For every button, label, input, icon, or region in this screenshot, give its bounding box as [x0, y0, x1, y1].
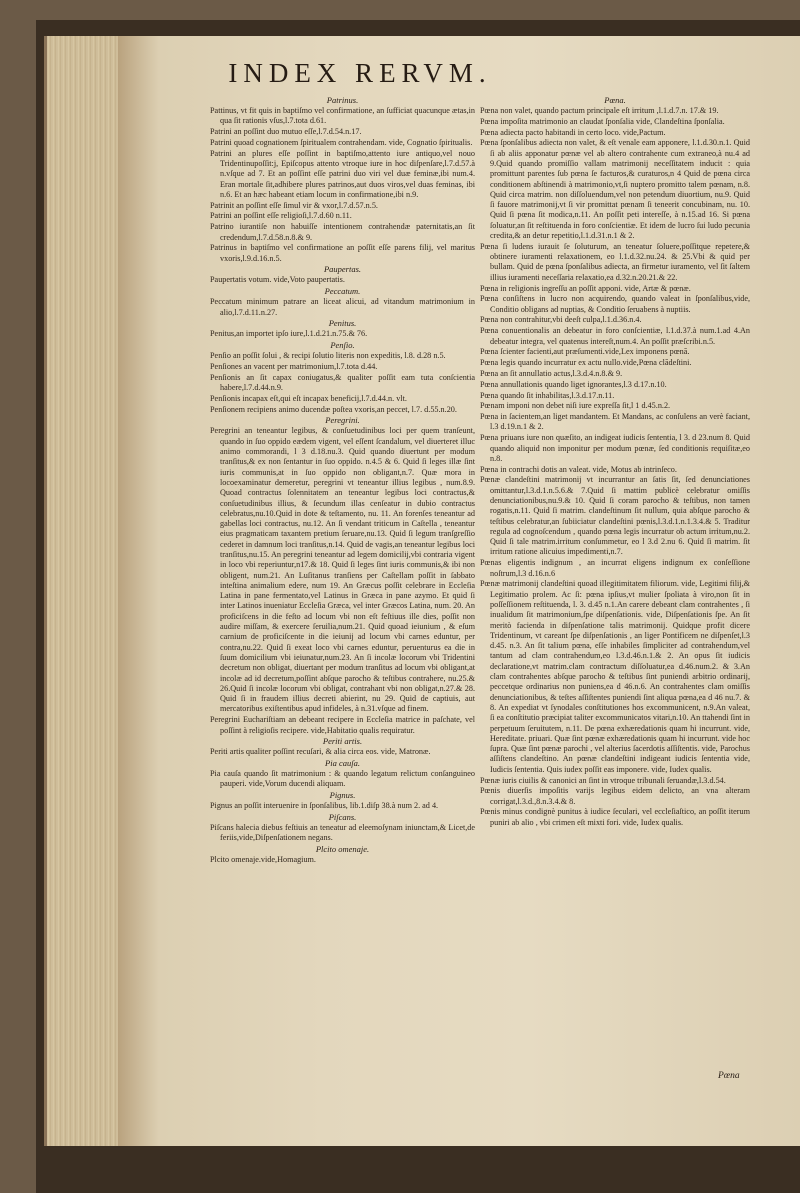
index-entry: Pœnam imponi non debet niſi iure expreſſa ſit,l 1 d.45.n.2. [480, 401, 671, 411]
index-entry: Pœna annullationis quando liget ignorantes,l.3 d.17.n.10. [480, 379, 667, 389]
index-entry: Pœna non valet, quando pactum principale eſt irritum ,l.1.d.7.n. 17.& 19. [480, 106, 719, 115]
index-entry: Peregrini Euchariſtiam an debeant recipere in Eccleſia matrice in paſchate, vel poſſint à religioſis recipere. vide,Habitatio qualis requiratur. [210, 715, 475, 735]
index-entry: Pœna quando ſit inhabilitas,l.3.d.17.n.11. [480, 390, 615, 400]
index-entry: Pignus an poſſit interuenire in ſponſalibus, lib.1.diſp 38.à num 2. ad 4. [210, 801, 439, 811]
section-heading: Pœna. [604, 95, 626, 105]
index-entry: Penſionem recipiens animo ducendæ poſtea vxoris,an peccet, l.7. d.55.n.20. [210, 404, 457, 414]
catchword: Pœna [718, 1071, 740, 1081]
index-entry: Pœnæ matrimonij clandeſtini quoad illegitimitatem filiorum. vide, Legitimi filij,& Legitimatio prolem. Ac ſi: pœna ipſius,vt mulier ſpoliata à viro,non ſit in poſſeſſionem reſtituenda, l. 3. d.45 n.1.An carere debeant clam contrahentes , ſi inualidum ſit matrimonium,ſpe diſpenſationis. vide, Diſpenſationis ſpe. An ſit meritò facienda in diſpenſatione talis matrimonij. Quidque profit dicere Tridentinum, vt careant ſpe diſpenſationis , an liger Pontificem ne diſpenſet,l.3 d.45. n.3. An ſit talium pœna, eſſe inhabiles ſimpliciter ad contrahendum,vel tantum ad clam contrahendum,eo l.3.d.46.n.1.& 2. An opus ſit iudicis declaratione,vt matrim.clam contractum diſſoluatur,ea d.46.num.2. & 3.An clam contrahentes abſque parocho & teſtibus ſint puniendi arbitrio ordinarij, peccetque ordinarius non puniens,ea d 46.n.6. An contrahentes clam omiſſis denunciationibus, & teſtes aſſiſtentes puniendi ſint aliqua pœna,ea d 46 nu.7. & 8. An expediat vt ſynodales conſtitutiones hos excommunicent, n.9.An valeat, ſi ea conſtitutio præcipiat taliter excommunicatos vitari,n.10. An ttahendi ſint in perpetuum ſeruitutem, n.11. De pœna exhæredationis quam hi incurrunt. vide, Hereditate. priuari. Quæ ſint pœnæ exhæredationis quam hi incurrunt. vide hoc ſupra. Quæ ſint pœnæ parochi , vel alterius ſacerdotis aſſiſtentis. vide, Parochus aſſiſtens clandeſtino. An pœnæ clandeſtini indigeant iudicis ſententia vide, Iudicis ſententia. Quis iudex poſſit eas imponere. vide, Iudex qualis. [480, 579, 750, 774]
index-entry: Penſio an poſſit ſolui , & recipi ſolutio literis non expeditis, l.8. d.28 n.5. [210, 351, 446, 361]
index-entry: Pœna an ſit annullatio actus,l.3.d.4.n.8.& 9. [480, 368, 623, 378]
index-entry: Pœnæ clandeſtini matrimonij vt incurrantur an ſatis ſit, ſed denunciationes omittantur,l.3.d.1.n.5.6.& 7.Quid ſi mattim publicè celebratur omiſſis denunciationibus,nu.9.& 10. Quid ſi coram parocho & teſtibus, non tamen rogatis,n.11. Quid ſi matrim. clandeſtinum ſit nullum, quia abſque parocho & teſtibus celebratur,an ſubiiciatur clandeſtini pœnis,l.3.d.1.n.1.3.4.& 5. Traditur regula ad cognoſcendum , quando pœna legis incurratur ob actum irritum,nu.2. Quid ſi tale matrim.irritum conſummetur, eo l 3.d 2.nu 6. Quid ſi matrim. ſit irritum ratione alicuius impedimenti,n.7. [480, 475, 750, 557]
section-heading: Penitus. [328, 318, 357, 329]
index-entry: Patrini an poſſint eſſe religioſi,l.7.d.60 n.11. [210, 211, 352, 221]
index-entry: Penſionis an ſit capax coniugatus,& qualiter poſſit eam tuta conſcientia habere,l.7.d.44.n.9. [210, 372, 475, 393]
section-heading: Paupertas. [323, 264, 362, 275]
index-entry: Pœna conuentionalis an debeatur in foro conſcientiæ, l.1.d.37.à num.1.ad 4.An debeatur integra, vel quatenus intereſt,num.4. An poſſit præſcribi.n.5. [480, 326, 750, 346]
index-entry: Pœna adiecta pacto habitandi in certo loco. vide,Pactum. [480, 127, 666, 137]
index-entry: Peccatum minimum patrare an liceat alicui, ad vitandum matrimonium in alio,l.7.d.11.n.27. [210, 297, 475, 317]
index-entry: Pœnas eligentis indignum , an incurrat eligens indignum ex conſeſſione noſtrum,l.3 d.16.n.6 [480, 558, 750, 578]
index-entry: Patrini quoad cognationem ſpiritualem contrahendam. vide, Cognatio ſpiritualis. [210, 137, 473, 147]
index-entry: Pœna legis quando incurratur ex actu nullo.vide,Pœna clādeſtini. [480, 358, 692, 368]
index-entry: Pœna conſiſtens in lucro non acquirendo, quando valeat in ſponſalibus,vide, Conditio obligans ad nuptias, & Conditio ſeruabens à nuptiis. [480, 294, 750, 314]
index-entry: Patrino iurantiſe non habuiſſe intentionem contrahendæ paternitatis,an ſit credendum,l.7.d.58.n.8.& 9. [210, 222, 475, 242]
section-heading: Penſio. [330, 340, 355, 351]
index-entry: Pœna in contrachi dotis an valeat. vide, Motus ab intrinſeco. [480, 464, 677, 474]
index-entry: Penſionis incapax eſt,qui eſt incapax beneficij,l.7.d.44.n. vlt. [210, 393, 407, 403]
index-entry: Pœna in religionis ingreſſu an poſſit apponi. vide, Artæ & pœnæ. [480, 283, 691, 293]
index-entry: Pia cauſa quando ſit matrimonium : & quando legatum relictum conſanguineo pauperi. vide,Vorum ducendi aliquam. [210, 769, 475, 789]
index-entry: Periti artis qualiter poſſint recuſari, & alia circa eos. vide, Matronæ. [210, 747, 431, 757]
index-entry: Piſcans haleciа diebus feſtiuis an teneatur ad eleemoſynam iniunctam,& Licet,de feriis,vide,Diſpenſationem negans. [210, 823, 475, 843]
index-entry: Patrinus in baptiſmo vel confirmatione an poſſit eſſe parens filij, vel maritus vxoris,l.9.d.16.n.5. [210, 243, 475, 263]
index-entry: Pœna ſponſalibus adiecta non valet, & eſt venale eam apponere, l.1.d.30.n.1. Quid ſi ab aliis apponatur pœnæ vel ab altero contrahente cum extraneo,à nu.4 ad 9.Quid quando promiſſio vallam matrimonij neceſſitatem inducit : quia promittunt parentes ſub pœna ſe facturos,& curaturos,n 4 Quid de pœna circa conditionem abſtinendi à matrimonio,vt,ſi nuptero promitto talem pœnam, n.8. Quid circa matrim. non diſſoluendum,vel non petendum diuortium, nu.9. Quid ſi fauore matrimonij,vt ſi vir promittat pœnam ſi teneerit concubinam, nu. 10. Quid ſi pœna ſit modica,n.11. An poſſit peti intereſſe, à n.15.ad 16. Si pœna ſoluatur,an ſit reſtituenda in foro conſcientiæ. Et idem de lucro ſui ludo pecunia credita,& an detur repetitio,l.1.d.31.n.1 & 2. [480, 138, 750, 241]
index-entry: Pœna non contrahitur,vbi deeſt culpa,l.1.d.36.n.4. [480, 315, 642, 325]
index-entry: Pœna in ſacientem,an liget mandantem. Et Mandans, ac conſulens an verè faciant, l.3 d.19.n.1 & 2. [480, 412, 750, 432]
section-heading: Peregrini. [325, 415, 360, 426]
index-entry: Penitus,an importet ipſo iure,l.1.d.21.n.75.& 76. [210, 329, 368, 339]
section-heading: Periti artis. [322, 736, 363, 747]
index-entry: Paupertatis votum. vide,Voto paupertatis. [210, 275, 345, 285]
index-entry: Pœnis minus condignè punitus à iudice ſeculari, vel eccleſiaſtico, an poſſit iterum puniri ab alio , vbi crimen eſt mixti fori. vide, Iudex qualis. [480, 807, 750, 827]
section-heading: Patrinus. [326, 95, 359, 105]
section-heading: Pignus. [329, 790, 356, 801]
index-entry: Pœnæ iuris ciuilis & canonici an ſint in vtroque tribunali ſeruandæ,l.3.d.54. [480, 775, 726, 785]
index-entry: Peregrini an teneantur legibus, & conſuetudinibus loci per quem tranſeunt, quando in ſuo oppido eædem vigent, vel eſſent ſcandalum, vel diuerteret illuc animo commorandi, l 3 d.18.nu.3. Quid quando diuertunt per modum tranſitus,& ex non ſentantur in ſuo oppido. n.4.5 & 6. Quid ſi leges illæ ſint iuris communis,at in ſuo oppido non obligant,n.7. Quæ mora in locoexaminatur demeretur, peregrini vt teneantur illius legibus , num.8.9. Quoad contractus ſolennitatem an teneantur legibus loci contractus,& conſuetudinibus illius, & ſecundum illas cenſeatur in dubio contractus celebratus,nu.10.Quid in dote & teſtamento, nu. 11. An forenſes teneantur ad gabellas loci contractus, nu.12. An ſi vendant triticum in Caſtella , teneantur eius pragmaticam taxantem pretium ſeruare,nu.13. Quid ſi legum tranſgreſſio cederet in damnum loci tranſitus,n.14. Quid de vagis,an teneantur legibus loci tranſitus,nu.15. An peregrini teneantur ad legem domicilij,vbi contraria vigent in loco vbi reperiuntur,n17.& 18. Quid ſi leges ſint iuris communis,& ibi non obligent, num.21. An Luſitanus tranſiens per Caſtellam poſſit in ſabbato inteſtina animalium edere, num 19. An Græcus poſſit celebrare in Eccleſia Latina in pane fermentato,vel Latinus in Græca in pane azymo. Et quid ſi inter Latinos inueniatur Eccleſia Græca, vel inter Græcos Latina, num. 20. An proficiſcens in die feſto ad locum vbi non eſt feſtiuus ille dies, poſſit non audire miſſam, & exercere ſeruilia,num.21. Quid quoad ieiunium , & eſum carnium de proficiſcente in die ieiunij ad locum vbi carnes eduntur, per contra,nu.22. Quid ſi exeat loco vbi carnes eduntur, peruenturus ea die in ſuum domicilium vbi ieiunatur,num.23. An ſi incolæ locorum vbi Tridentini decretum non obligat, diuertant per modum tranſitus ad locum vbi obligant,at incolæ ad id decretum,poſſint abſque parocho & teſtibus contrahere, nu.25.& 26.Quid ſi incolæ locorum vbi obligat, contrahant vbi non obligat,n.27.& 28. Quid ſi in fraudem illius decreti abierint, nu 29. Quid de captiuis, aut mercatoribus exiſtentibus apud infideles, à n.31.vſque ad finem. [210, 426, 475, 714]
index-right-column [480, 95, 750, 828]
index-entry: Pœna priuans iure non quæſito, an indigeat iudicis ſententia, l 3. d 23.num 8. Quid quando aliquid non imponitur per modum pœnæ, ſed conditionis requiſitæ,eo n.8. [480, 433, 750, 463]
section-heading: Plcito omenaje. [315, 844, 370, 855]
index-entry: Pœnis diuerſis impoſitis varijs legibus eidem delicto, an vna alteram corrigat,l.3.d.,8.n.3.4.& 8. [480, 786, 750, 806]
index-entry: Pattinus, vt fit quis in baptiſmo vel confirmatione, an ſufficiat quacunque ætas,in qua ſit rationis vſus,l.7.tota d.61. [210, 106, 475, 126]
index-entry: Penſiones an vacent per matrimonium,l.7.tota d.44. [210, 361, 378, 371]
page-header: INDEX RERVM. [228, 58, 492, 88]
index-entry: Patrinit an poſſint eſſe ſimul vir & vxor,l.7.d.57.n.5. [210, 200, 378, 210]
index-entry: Pœna ſi ludens iurauit ſe ſoluturum, an teneatur ſoluere,poſſitque repetere,& obtinere iuramenti relaxationem, eo l.1.d.32.nu.24. & 25.Vbi & quid per bullam. Quid de pœna ſponſalibus adiecta, an firmetur iuramento, vel ſit ſaltem illius iuramenti neceſſaria relaxatio,ea d.32.n.20.21.& 22. [480, 241, 750, 282]
page-block-edge [44, 36, 125, 1146]
index-entry: Plcito omenaje.vide,Homagium. [210, 855, 316, 865]
index-entry: Patrini an plures eſſe poſſint in baptiſmo,attento iure antiquo,vel nouo Tridentinupoſſit:j, Epiſcopus attento vtroque iure in hoc diſpenſare,l.7.d.57.à n.vſque ad 7. Et an poſſint eſſe patrini duo viri vel duæ feminæ,ibi num.4. Eran mortale ſit,adhibere plures patrinos,aut duos viros,vel duas feminas, ibi n.6. Et an hæc habeant etiam locum in confirmatione,ibi n.9. [210, 148, 475, 199]
section-heading: Pia cauſa. [325, 758, 360, 769]
section-heading: Peccatum. [324, 286, 361, 297]
section-heading: Piſcans. [328, 812, 357, 823]
index-entry: Patrini an poſſint duo mutuo eſſe,l.7.d.54.n.17. [210, 127, 362, 137]
index-left-column [210, 95, 475, 866]
index-entry: Pœna impoſita matrimonio an claudat ſponſalia vide, Clandeſtina ſponſalia. [480, 116, 725, 126]
index-entry: Pœna ſcienter facienti,aut præſumenti.vide,Lex imponens pœnā. [480, 347, 690, 357]
